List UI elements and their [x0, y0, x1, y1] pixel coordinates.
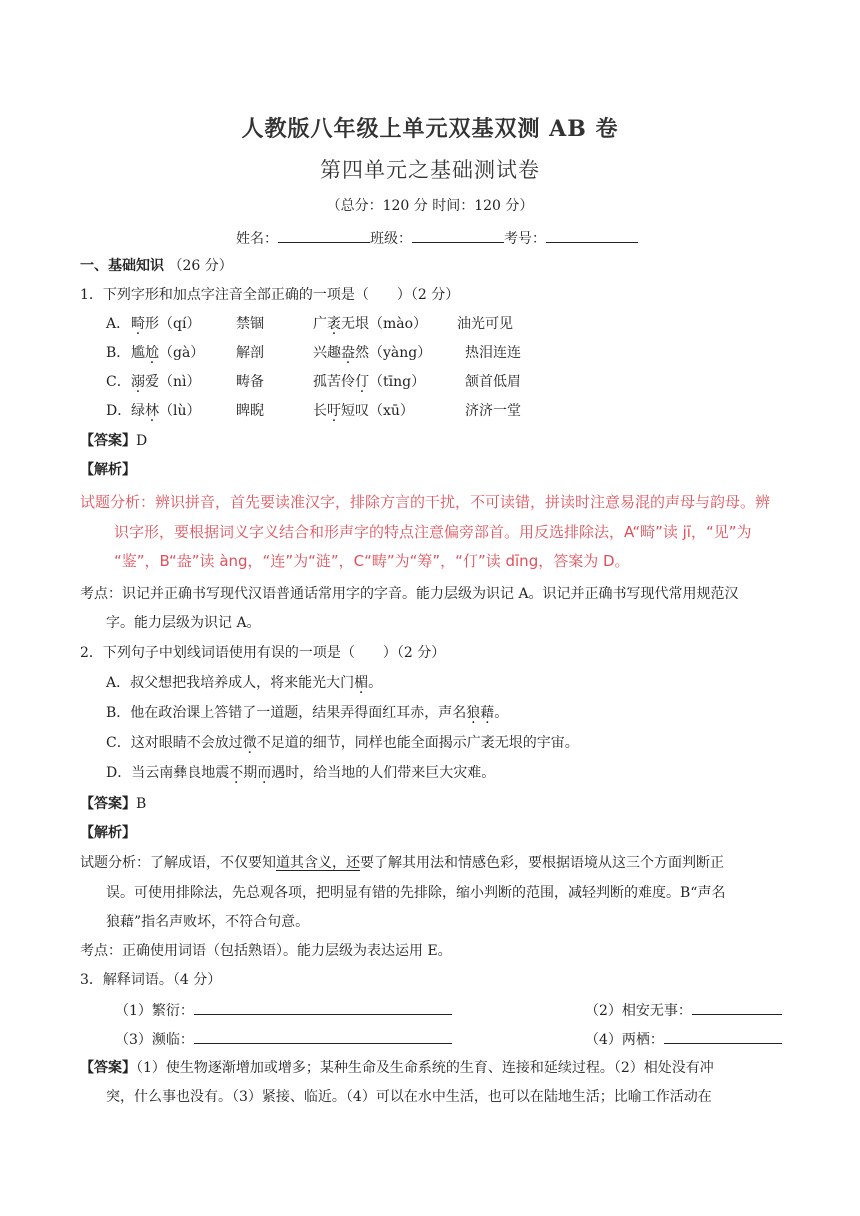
analysis-text: 狼藉”指名声败坏，不符合句意。 — [106, 914, 310, 930]
question-3-stem: 3．解释词语。（4 分） — [80, 972, 222, 988]
option-row — [106, 343, 130, 363]
kaodian-text: 考点：正确使用词语（包括熟语）。能力层级为表达运用 E。 — [80, 943, 452, 959]
kaodian-text: 考点：识记并正确书写现代汉语普通话常用字的字音。能力层级为识记 A。识记并正确书写现代常用规范汉 — [80, 586, 739, 602]
section-points: （26 分） — [168, 258, 233, 274]
definition-label: （3）濒临： — [115, 1032, 194, 1048]
dotted-char: 溺 — [131, 374, 145, 390]
option-label: B． — [106, 345, 131, 361]
answer-line — [80, 794, 146, 814]
option-cell: 绿林（lù） — [131, 403, 201, 419]
analysis-text: “鉴”，B“盎”读 àng，“连”为“涟”，C“畴”为“筹”，“仃”读 dīng，答案为 D。 — [114, 552, 630, 570]
class-label: 班级： — [370, 231, 412, 247]
option-row — [106, 314, 130, 334]
dotted-char: 仃 — [355, 374, 369, 390]
answer-text: 突，什么事也没有。（3）紧接、临近。（4）可以在水中生活，也可以在陆地生活；比喻工作活动在 — [106, 1089, 712, 1105]
answer-line — [80, 431, 147, 451]
number-label: 考号： — [504, 231, 546, 247]
dotted-char: 吁 — [327, 403, 341, 419]
analysis-text: 误。可使用排除法，先总观各项，把明显有错的先排除，缩小判断的范围，减轻判断的难度。B“声名 — [106, 885, 726, 901]
dotted-char: 不 — [229, 765, 244, 781]
dotted-char: 楣 — [354, 675, 369, 691]
option-label: C． — [106, 735, 131, 751]
option-label: D． — [106, 403, 132, 419]
option-row — [106, 401, 131, 421]
definition-label: （4）两栖： — [585, 1032, 664, 1048]
option-cell: 长吁短叹（xū） — [313, 403, 414, 419]
option-label: C． — [106, 374, 131, 390]
option-cell: 睥睨 — [236, 403, 264, 419]
option-label: D． — [106, 765, 132, 781]
underlined-text: 道其含义，还 — [276, 855, 360, 871]
dotted-char: 袤 — [327, 316, 341, 332]
option-cell: 尴尬（gà） — [131, 345, 205, 361]
dotted-char: 藉 — [480, 705, 495, 721]
option-cell: 溺爱（nì） — [131, 374, 201, 390]
question-1-stem: 1．下列字形和加点字注音全部正确的一项是（ ）（2 分） — [80, 287, 460, 303]
option-cell: 畴备 — [236, 374, 264, 390]
page-subtitle: 第四单元之基础测试卷 — [320, 158, 540, 182]
option-row: D．当云南彝良地震不期而遇时，给当地的人们带来巨大灾难。 — [106, 765, 496, 781]
number-field[interactable] — [546, 228, 638, 243]
definition-blank[interactable] — [664, 1029, 782, 1044]
definition-item — [115, 1029, 452, 1050]
analysis-text: 试题分析：辨识拼音，首先要读准汉字，排除方言的干扰，不可读错，拼读时注意易混的声母与韵母。辨 — [80, 493, 771, 511]
option-row: C．这对眼睛不会放过微不足道的细节，同样也能全面揭示广袤无垠的宇宙。 — [106, 735, 579, 751]
option-cell: 孤苦伶仃（tīng） — [313, 374, 426, 390]
dotted-char: 林 — [145, 403, 159, 419]
analysis-text: 试题分析：了解成语，不仅要知道其含义，还要了解其用法和情感色彩，要根据语境从这三个方面判断正 — [80, 855, 724, 871]
option-cell: 济济一堂 — [465, 403, 521, 419]
definition-label: （2）相安无事： — [585, 1003, 692, 1019]
section-title: 一、基础知识 — [80, 258, 164, 274]
option-cell: 禁锢 — [236, 316, 264, 332]
answer-value: D — [136, 433, 148, 449]
option-row: A．叔父想把我培养成人，将来能光大门楣。 — [106, 675, 383, 691]
analysis-label: 【解析】 — [80, 825, 136, 841]
dotted-char: 狼 — [466, 705, 481, 721]
dotted-char: 盎 — [341, 345, 355, 361]
definition-label: （1）繁衍： — [115, 1003, 194, 1019]
option-label: A． — [106, 675, 131, 691]
name-field[interactable] — [278, 228, 370, 243]
answer-label: 【答案】 — [80, 796, 136, 812]
answer-value: B — [136, 796, 147, 812]
option-cell: 颔首低眉 — [465, 374, 521, 390]
answer-line — [80, 1058, 714, 1078]
definition-blank[interactable] — [194, 1029, 452, 1044]
class-field[interactable] — [412, 228, 504, 243]
analysis-text: 识字形，要根据词义字义结合和形声字的特点注意偏旁部首。用反选排除法，A“畸”读 jī，“见”为 — [114, 523, 752, 541]
score-info: （总分：120 分 时间：120 分） — [326, 198, 534, 214]
dotted-char: 微 — [242, 735, 257, 751]
dotted-char: 而 — [257, 765, 272, 781]
answer-value: （1）使生物逐渐增加或增多；某种生命及生命系统的生育、连接和延续过程。（2）相处没有冲 — [136, 1060, 714, 1076]
option-cell: 兴趣盎然（yàng） — [313, 345, 432, 361]
option-label: B． — [106, 705, 131, 721]
option-row — [106, 372, 131, 392]
definition-item — [585, 1000, 782, 1021]
dotted-char: 尬 — [145, 345, 159, 361]
section-heading — [80, 256, 233, 276]
answer-label: 【答案】 — [80, 433, 136, 449]
name-label: 姓名： — [236, 231, 278, 247]
dotted-char: 畸 — [131, 316, 145, 332]
page-title: 人教版八年级上单元双基双测 AB 卷 — [241, 116, 619, 142]
option-cell: 油光可见 — [457, 316, 513, 332]
option-cell: 广袤无垠（mào） — [313, 316, 428, 332]
option-cell: 热泪连连 — [465, 345, 521, 361]
definition-item — [115, 1000, 452, 1021]
analysis-label: 【解析】 — [80, 462, 136, 478]
definition-blank[interactable] — [194, 1000, 452, 1015]
question-2-stem: 2．下列句子中划线词语使用有误的一项是（ ）（2 分） — [80, 645, 446, 661]
definition-item — [585, 1029, 782, 1050]
option-cell: 解剖 — [236, 345, 264, 361]
option-label: A． — [106, 316, 131, 332]
definition-blank[interactable] — [692, 1000, 782, 1015]
option-row: B．他在政治课上答错了一道题，结果弄得面红耳赤，声名狼藉。 — [106, 705, 509, 721]
kaodian-text: 字。能力层级为识记 A。 — [106, 615, 261, 631]
student-info-row — [236, 228, 638, 249]
option-cell: 畸形（qí） — [131, 316, 201, 332]
answer-label: 【答案】 — [80, 1060, 136, 1076]
